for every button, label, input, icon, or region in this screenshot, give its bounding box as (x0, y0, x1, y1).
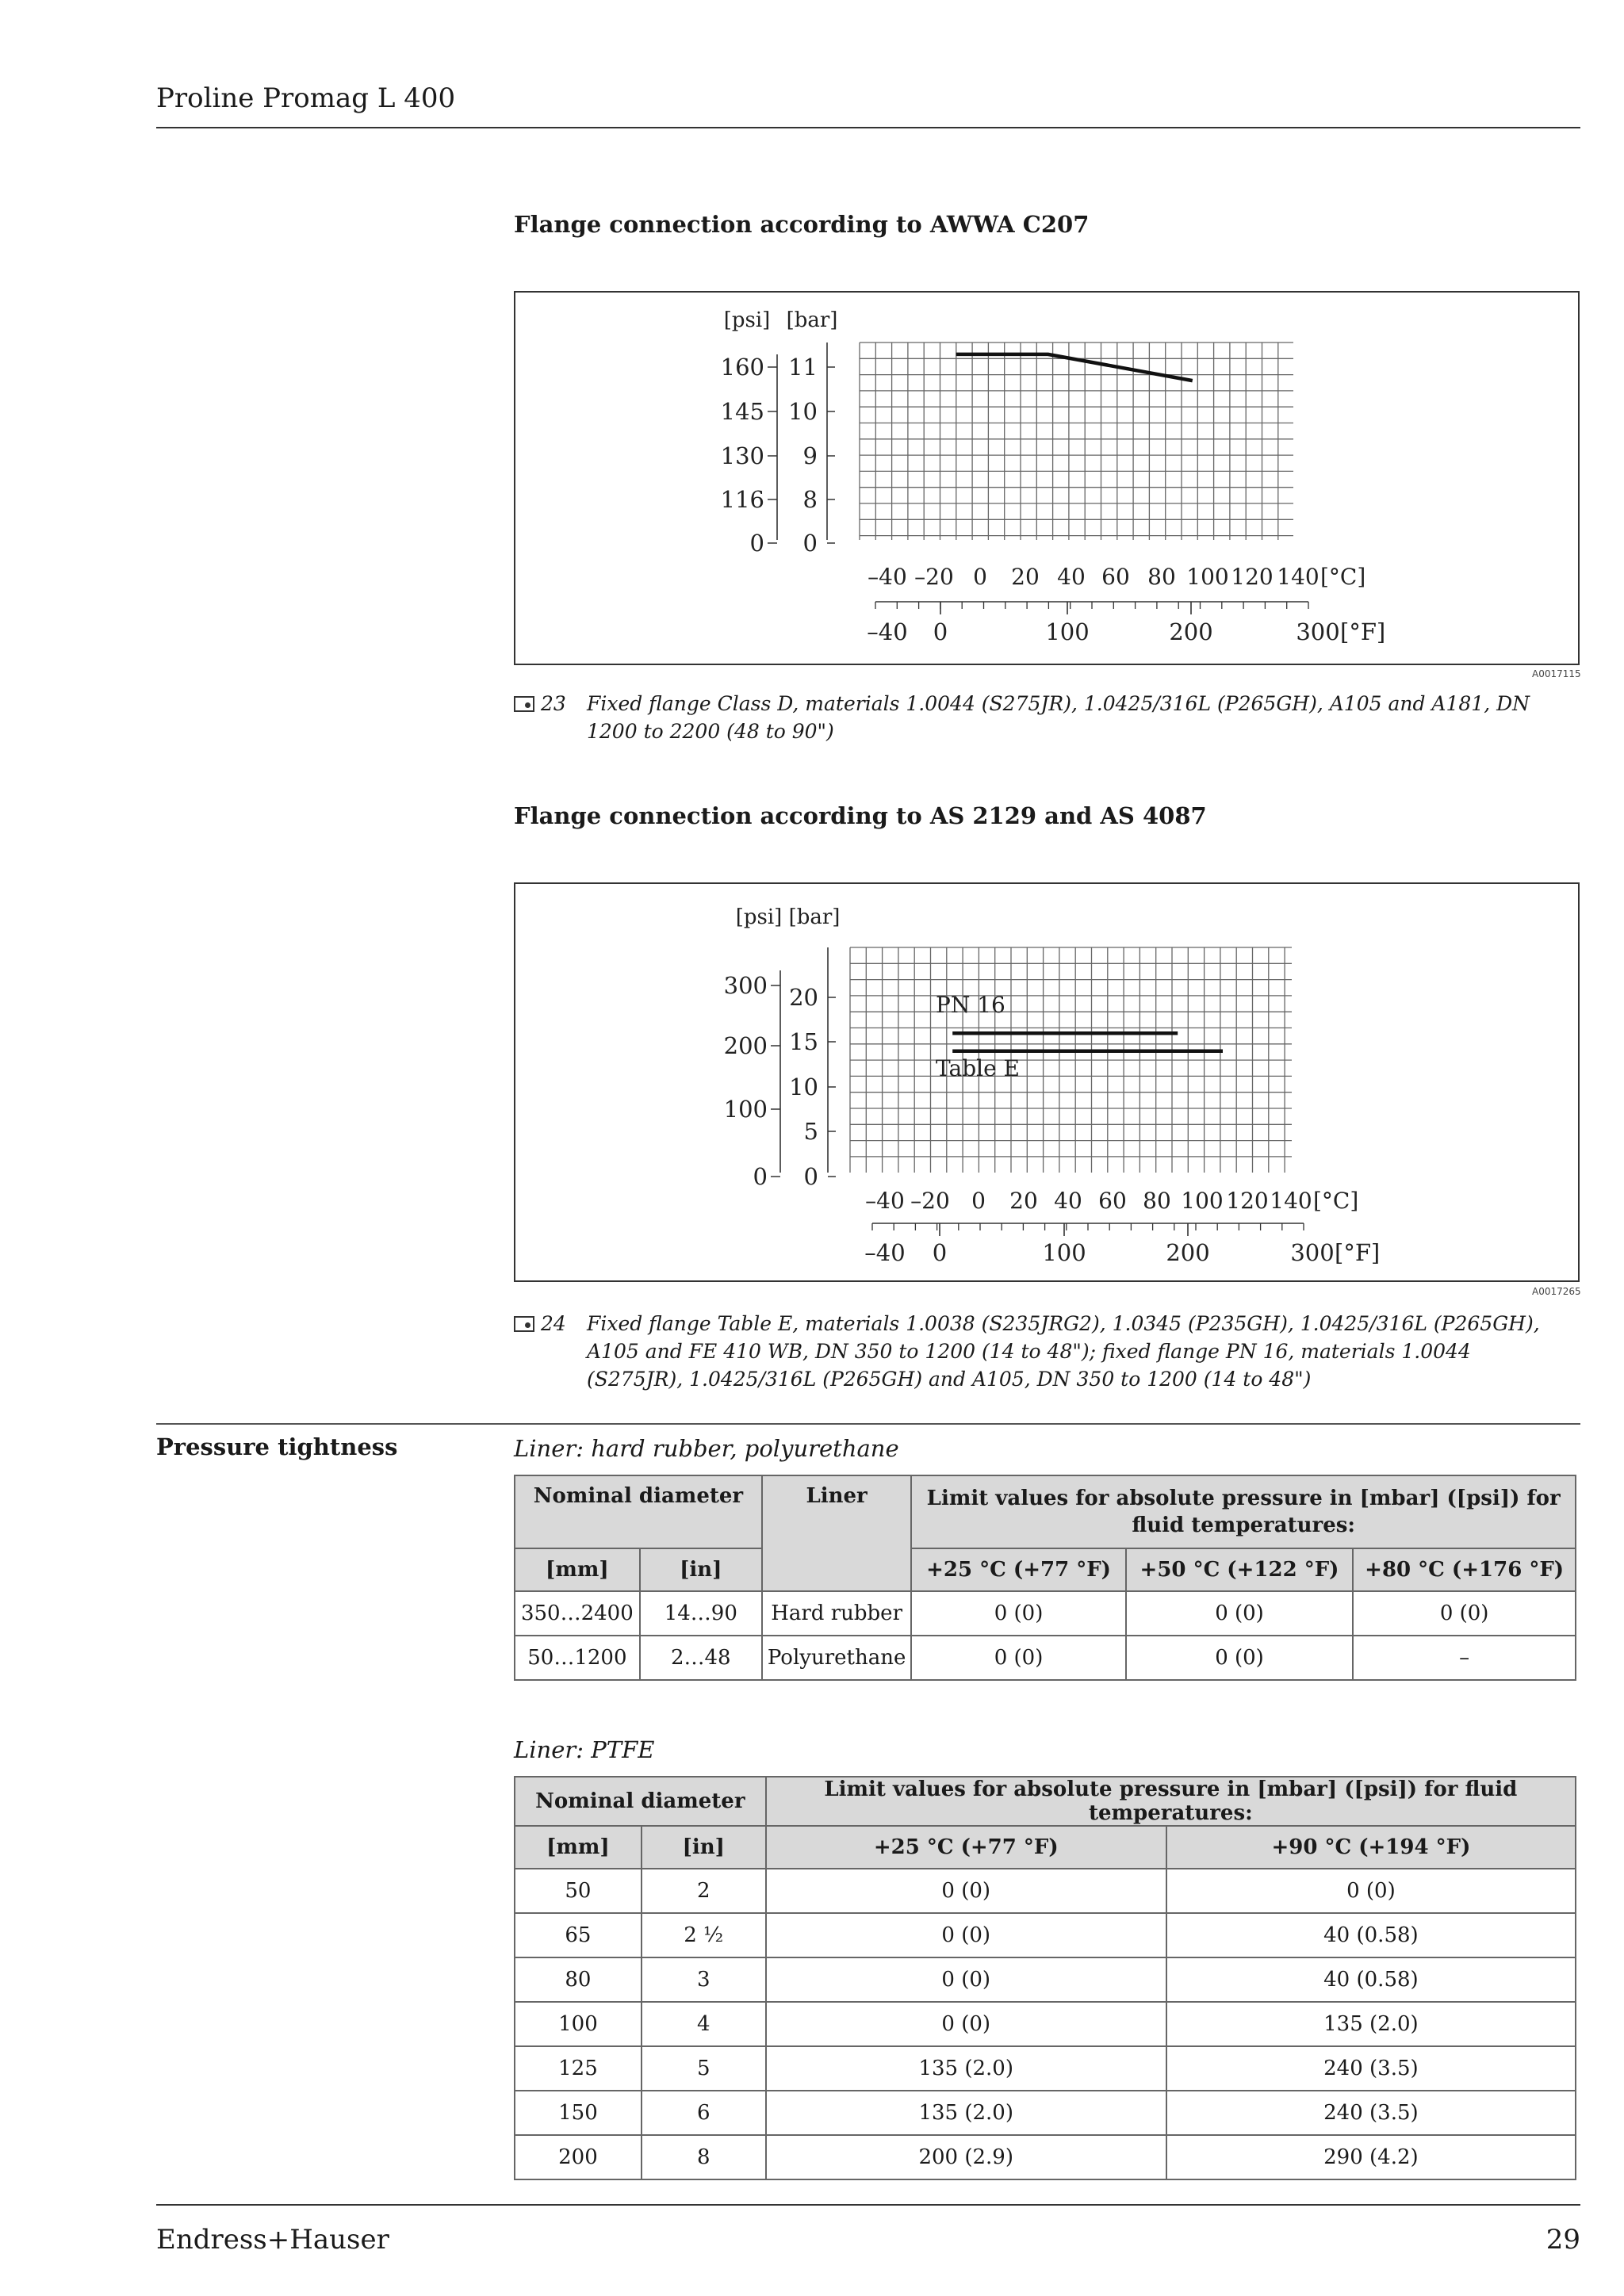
y-tick-label-bar: 0 (802, 530, 818, 557)
table-cell: 50 (515, 1869, 642, 1913)
table-cell: 0 (0) (911, 1636, 1125, 1680)
y-tick-label-psi: 116 (720, 486, 764, 513)
table-cell: 50…1200 (515, 1636, 640, 1680)
table-cell: Hard rubber (762, 1591, 911, 1636)
y-unit-bar: [bar] (786, 308, 838, 332)
header-limit-values: Limit values for absolute pressure in [mbar] ([psi]) for fluid temperatures: (911, 1475, 1576, 1548)
header-rule (156, 127, 1580, 128)
table-cell: 80 (515, 1957, 642, 2002)
x-unit-f: [°F] (1340, 618, 1386, 645)
table-cell: 0 (0) (766, 1869, 1166, 1913)
table-row (515, 1869, 1576, 1913)
y-unit-psi: [psi] (723, 308, 771, 332)
y-unit-psi: [psi] (735, 905, 783, 929)
x-tick-label-c: 80 (1143, 1188, 1171, 1214)
header-mm: [mm] (515, 1826, 642, 1869)
x-tick-label-c: 100 (1186, 564, 1229, 590)
table-cell: 100 (515, 2002, 642, 2046)
series-label: PN 16 (936, 992, 1005, 1018)
y-tick-label-bar: 10 (788, 398, 818, 425)
figure-frame-awwa (514, 291, 1580, 665)
header-temp-80: +80 °C (+176 °F) (1353, 1548, 1576, 1591)
table-cell: 14…90 (640, 1591, 762, 1636)
x-tick-label-c: –40 (868, 564, 907, 590)
figure-id-awwa: A0017115 (1532, 668, 1581, 679)
table-cell: 5 (642, 2046, 766, 2091)
x-tick-label-c: 20 (1009, 1188, 1038, 1214)
series-label: Table E (936, 1055, 1020, 1081)
y-tick-label-bar: 0 (803, 1163, 818, 1190)
figure-frame-as2129 (514, 882, 1580, 1282)
header-temp-25: +25 °C (+77 °F) (911, 1548, 1125, 1591)
table-cell: 2 ½ (642, 1913, 766, 1957)
caption-number: 24 (541, 1312, 566, 1335)
table-cell: 0 (0) (766, 2002, 1166, 2046)
y-tick-label-psi: 200 (723, 1032, 768, 1059)
header-nominal-diameter: Nominal diameter (515, 1777, 766, 1826)
y-tick-label-bar: 15 (789, 1028, 818, 1055)
x-tick-label-f: 100 (1045, 618, 1090, 645)
table-cell: 40 (0.58) (1166, 1913, 1576, 1957)
table-row (515, 2135, 1576, 2179)
x-tick-label-c: 100 (1181, 1188, 1224, 1214)
y-tick-label-bar: 8 (802, 486, 818, 513)
y-tick-label-bar: 5 (803, 1118, 818, 1145)
x-tick-label-f: 200 (1166, 1239, 1210, 1266)
table-cell: Polyurethane (762, 1636, 911, 1680)
x-unit-f: [°F] (1335, 1239, 1381, 1266)
liner-note-rubber: Liner: hard rubber, polyurethane (514, 1435, 899, 1462)
y-tick-label-psi: 160 (720, 354, 764, 381)
y-tick-label-psi: 145 (720, 398, 764, 425)
x-tick-label-f: –40 (864, 1239, 906, 1266)
table-cell: 135 (2.0) (766, 2046, 1166, 2091)
pressure-tightness-heading: Pressure tightness (156, 1433, 398, 1460)
header-liner: Liner (762, 1475, 911, 1591)
table-row (515, 1957, 1576, 2002)
x-tick-label-c: 140 (1277, 564, 1320, 590)
table-row (515, 1636, 1576, 1680)
x-tick-label-f: 300 (1290, 1239, 1335, 1266)
header-temp-50: +50 °C (+122 °F) (1126, 1548, 1354, 1591)
table-cell: 3 (642, 1957, 766, 2002)
chart-awwa (515, 293, 1575, 660)
table-row (515, 2091, 1576, 2135)
table-cell: 240 (3.5) (1166, 2091, 1576, 2135)
caption-text: Fixed flange Table E, materials 1.0038 (S235JRG2), 1.0345 (P235GH), 1.0425/316L (P265GH), A105 and FE 410 WB, DN 350 to 1200 (14 to 48"); fixed flange PN 16, materials 1.0044 (S275JR), 1.0425/316L (P265GH) and A105, DN 350 to 1200 (14 to 48") (587, 1312, 1540, 1391)
x-tick-label-f: 100 (1042, 1239, 1086, 1266)
table-cell: 135 (2.0) (1166, 2002, 1576, 2046)
table-cell: 0 (0) (1353, 1591, 1576, 1636)
x-tick-label-c: 140 (1270, 1188, 1312, 1214)
pressure-table-ptfe (514, 1776, 1576, 2180)
x-tick-label-c: 120 (1231, 564, 1274, 590)
table-cell: 0 (0) (1166, 1869, 1576, 1913)
table-cell: 135 (2.0) (766, 2091, 1166, 2135)
header-mm: [mm] (515, 1548, 640, 1591)
y-tick-label-bar: 11 (788, 354, 818, 381)
table-cell: 0 (0) (766, 1957, 1166, 2002)
table-cell: 125 (515, 2046, 642, 2091)
y-unit-bar: [bar] (788, 905, 841, 929)
x-tick-label-c: 0 (971, 1188, 986, 1214)
chart-as2129 (515, 884, 1575, 1277)
liner-note-ptfe: Liner: PTFE (514, 1736, 655, 1763)
x-unit-c: [°C] (1313, 1188, 1359, 1214)
running-header: Proline Promag L 400 (156, 82, 456, 114)
y-tick-label-psi: 0 (749, 530, 764, 557)
x-tick-label-f: 300 (1296, 618, 1340, 645)
y-tick-label-psi: 300 (723, 972, 768, 999)
figure-icon (514, 1316, 534, 1332)
table-cell: 350…2400 (515, 1591, 640, 1636)
table-cell: 240 (3.5) (1166, 2046, 1576, 2091)
x-tick-label-f: 0 (933, 618, 948, 645)
pressure-table-rubber (514, 1475, 1576, 1681)
section-rule (156, 1423, 1580, 1425)
table-cell: 290 (4.2) (1166, 2135, 1576, 2179)
x-tick-label-f: 0 (932, 1239, 948, 1266)
footer-company: Endress+Hauser (156, 2224, 389, 2256)
table-cell: 0 (0) (911, 1591, 1125, 1636)
table-cell: 2…48 (640, 1636, 762, 1680)
table-cell: 150 (515, 2091, 642, 2135)
table-cell: 65 (515, 1913, 642, 1957)
table-row (515, 1591, 1576, 1636)
x-tick-label-c: –20 (910, 1188, 950, 1214)
table-cell: 0 (0) (1126, 1591, 1354, 1636)
figure-icon (514, 696, 534, 712)
x-tick-label-c: 120 (1226, 1188, 1269, 1214)
footer-rule (156, 2204, 1580, 2206)
y-tick-label-psi: 100 (723, 1096, 768, 1123)
x-tick-label-c: –20 (914, 564, 954, 590)
x-tick-label-f: 200 (1169, 618, 1213, 645)
table-row (515, 2002, 1576, 2046)
x-tick-label-c: 0 (973, 564, 987, 590)
table-cell: 0 (0) (766, 1913, 1166, 1957)
figure-id-as2129: A0017265 (1532, 1286, 1581, 1297)
x-tick-label-f: –40 (867, 618, 908, 645)
section-title-as2129: Flange connection according to AS 2129 and AS 4087 (514, 802, 1207, 829)
table-row (515, 2046, 1576, 2091)
x-tick-label-c: 40 (1054, 1188, 1082, 1214)
header-temp-25: +25 °C (+77 °F) (766, 1826, 1166, 1869)
x-tick-label-c: 20 (1011, 564, 1040, 590)
x-tick-label-c: 40 (1057, 564, 1086, 590)
table-cell: 6 (642, 2091, 766, 2135)
header-temp-90: +90 °C (+194 °F) (1166, 1826, 1576, 1869)
caption-text: Fixed flange Class D, materials 1.0044 (S275JR), 1.0425/316L (P265GH), A105 and A181, DN 1200 to 2200 (48 to 90") (587, 692, 1530, 743)
table-cell: 0 (0) (1126, 1636, 1354, 1680)
table-cell: 200 (2.9) (766, 2135, 1166, 2179)
header-in: [in] (640, 1548, 762, 1591)
header-limit-values: Limit values for absolute pressure in [mbar] ([psi]) for fluid temperatures: (766, 1777, 1576, 1826)
figure-caption-23 (514, 690, 1576, 745)
y-tick-label-psi: 130 (720, 442, 764, 469)
y-tick-label-psi: 0 (753, 1163, 768, 1190)
table-cell: 4 (642, 2002, 766, 2046)
x-tick-label-c: 60 (1098, 1188, 1127, 1214)
page-number: 29 (1545, 2224, 1580, 2256)
x-tick-label-c: –40 (865, 1188, 905, 1214)
x-tick-label-c: 60 (1101, 564, 1130, 590)
x-tick-label-c: 80 (1147, 564, 1176, 590)
header-in: [in] (642, 1826, 766, 1869)
y-tick-label-bar: 20 (789, 984, 818, 1011)
table-cell: 2 (642, 1869, 766, 1913)
section-title-awwa: Flange connection according to AWWA C207 (514, 211, 1090, 238)
table-cell: 8 (642, 2135, 766, 2179)
y-tick-label-bar: 9 (802, 442, 818, 469)
table-cell: 40 (0.58) (1166, 1957, 1576, 2002)
table-row (515, 1913, 1576, 1957)
figure-caption-24 (514, 1310, 1576, 1393)
table-cell: – (1353, 1636, 1576, 1680)
table-cell: 200 (515, 2135, 642, 2179)
caption-number: 23 (541, 692, 566, 715)
x-unit-c: [°C] (1320, 564, 1366, 590)
header-nominal-diameter: Nominal diameter (515, 1475, 762, 1548)
y-tick-label-bar: 10 (789, 1073, 818, 1100)
